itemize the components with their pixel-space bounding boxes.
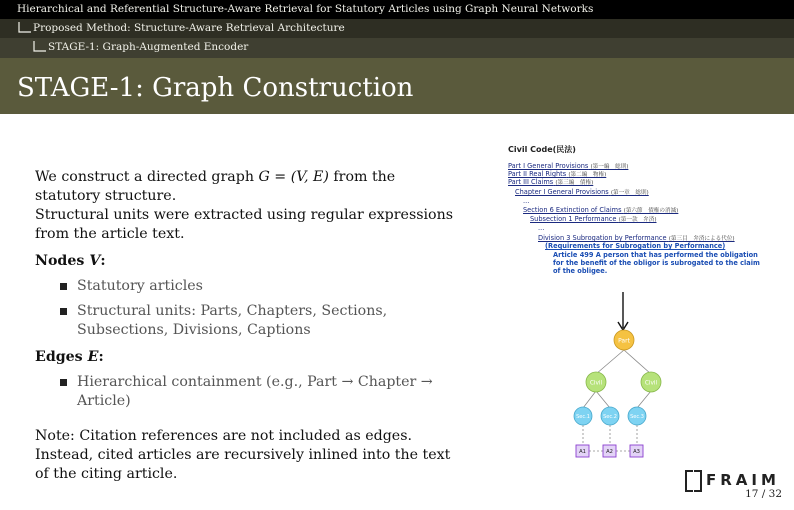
graph-node-article-label: A3 [633,449,640,455]
graph-diagram [505,290,765,470]
nodes-label: Nodes [35,253,90,269]
edges-heading: Edges E: [35,349,104,365]
section-title: Proposed Method: Structure-Aware Retrieval Architecture [33,22,345,34]
graph-node-part-label: Part [618,337,630,345]
header-bar-subsection [0,38,794,58]
graph-node-chapter-label: Civil [589,380,603,387]
tree-branch-icon [33,41,47,53]
hierarchy-line: Part II Real Rights (第二編 物権) [508,170,607,178]
hierarchy-line: Section 6 Extinction of Claims (第六節 債権の消滅) [523,206,679,214]
graph-node-chapter-label: Civil [644,380,658,387]
page-number: 17 / 32 [745,488,782,500]
note-paragraph: Note: Citation references are not included as edges. Instead, cited articles are recursively inlined into the text of the citing article. [35,428,451,482]
graph-formula: G = (V, E) [258,169,329,185]
bullet-square-icon [60,308,67,315]
article-text: Article 499 A person that has performed the obligation [553,251,758,259]
civil-code-figure [505,140,765,470]
list-item [35,277,465,296]
subsection-title: STAGE-1: Graph-Augmented Encoder [48,41,249,53]
list-item-text: Hierarchical containment (e.g., Part → Chapter → Article) [77,374,433,409]
logo-bracket-left-icon [685,470,693,492]
bullet-square-icon [60,283,67,290]
article-text: of the obligee. [553,267,608,275]
list-item-text: Structural units: Parts, Chapters, Sections, Subsections, Divisions, Captions [77,303,388,338]
intro-paragraph [35,168,465,206]
intro-text: We construct a directed graph [35,169,259,185]
list-item [35,302,465,340]
extraction-paragraph: Structural units were extracted using regular expressions from the article text. [35,207,454,242]
graph-node-section-label: Sec.2 [603,414,617,420]
hierarchy-line: Chapter I General Provisions (第一章 総則) [515,188,649,196]
graph-node-section-label: Sec.1 [576,414,590,420]
article-caption: (Requirements for Subrogation by Performance) [545,242,726,250]
slide-body [35,168,465,484]
nodes-symbol: V [89,253,101,269]
edges-label: Edges [35,349,88,365]
hierarchy-ellipsis: ... [538,224,545,232]
hierarchy-line: Part I General Provisions (第一編 総則) [508,162,629,170]
edges-symbol: E [87,349,99,365]
tree-branch-icon [18,22,32,34]
figure-title: Civil Code(民法) [508,145,576,154]
intro-text-end: from the statutory structure. [35,169,396,204]
list-item-text: Statutory articles [77,278,203,294]
hierarchy-line: Part III Claims (第三編 債権) [508,178,594,186]
graph-node-article-label: A2 [606,449,613,455]
bullet-square-icon [60,379,67,386]
slide-title: STAGE-1: Graph Construction [17,73,414,103]
nodes-heading: Nodes V: [35,253,106,269]
header-bar-section [0,19,794,38]
list-item [35,373,465,411]
article-text: for the benefit of the obligor is subrogated to the claim [553,259,760,267]
logo-bracket-right-icon [694,470,702,492]
presentation-title: Hierarchical and Referential Structure-Aware Retrieval for Statutory Articles using Graph Neural Networks [17,3,594,15]
header-bar-presentation [0,0,794,19]
logo-text: FRAIM [706,471,780,489]
hierarchy-line: Division 3 Subrogation by Performance (第三目 弁済による代位) [538,234,735,242]
graph-node-article-label: A1 [579,449,586,455]
graph-node-section-label: Sec.3 [630,414,644,420]
hierarchy-line: Subsection 1 Performance (第一款 弁済) [530,215,657,223]
hierarchy-ellipsis: ... [523,197,530,205]
